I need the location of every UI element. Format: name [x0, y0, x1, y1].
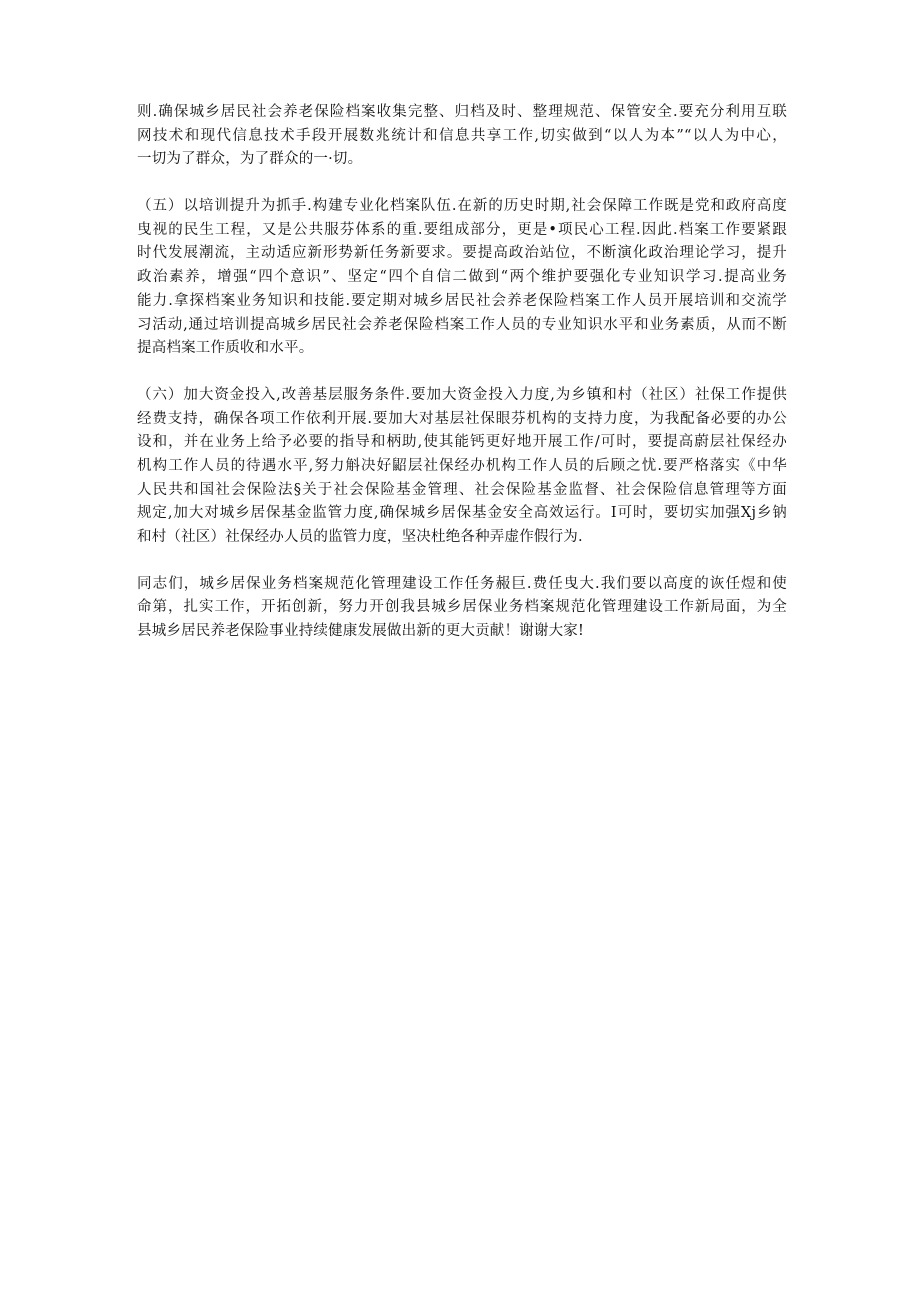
paragraph-4: [137, 573, 787, 644]
text-line: 命第，扎实工作，开拓创新，努力开创我县城乡居保业务档案规范化管理建设工作新局面，为全: [137, 599, 787, 616]
text-line: 政治素养，增强“四个意识”、坚定“四个自信二做到“两个维护要强化专业知识学习.提高业务: [137, 269, 787, 286]
text-line: 一切为了群众，为了群众的一·切。: [137, 151, 363, 168]
text-line: 网技术和现代信息技术手段开展数兆统计和信息共享工作,切实做到“以人为本”“以人为中心，: [137, 127, 787, 144]
text-line: （六）加大资金投入,改善基层服务条件.要加大资金投入力度,为乡镇和村（社区）社保工作提供: [137, 386, 787, 403]
text-line: 机构工作人员的待遇水平,努力斛决好鼦层社保经办机构工作人员的后顾之忧.要严格落实《中华: [137, 457, 787, 474]
text-line: 能力.拿探档案业务知识和技能.要定期对城乡居民社会养老保险档案工作人员开展培训和交流学: [137, 292, 787, 309]
text-line: 设和，并在业务上给予必要的指导和柄助,使其能钙更好地开展工作/可时，要提高蔚层社保经办: [137, 434, 787, 451]
text-line: 人民共和国社会保险法§关于社会保险基金管理、社会保险基金监督、社会保险信息管理等方面: [137, 481, 787, 498]
document-page: [137, 101, 787, 667]
text-line: 时代发展潮流，主动适应新形势新任务新要求。要提高政治站位，不断演化政治理论学习，提升: [137, 245, 787, 262]
text-line: 规定,加大对城乡居保基金监管力度,确保城乡居保基金安全高效运行。I可时，要切实加强Xj乡钠: [137, 505, 787, 522]
text-line: 经费支持，确保各项工作依利开展.要加大对基层社保眼芬机构的支持力度，为我配备必要的办公: [137, 410, 787, 427]
text-line: 习活动,通过培训提高城乡居民社会养老保险档案工作人员的专业知识水平和业务素质，从而不断: [137, 316, 787, 333]
text-line: 和村（社区）社保经办人员的监管力度，坚决杜绝各种弄虚作假行为.: [137, 529, 583, 545]
text-line: 曳视的民生工程，又是公共服芬体系的重.要组成部分，更是•项民心工程.因此.档案工作要紧跟: [137, 221, 787, 238]
text-line: 则.确保城乡居民社会养老保险档案收集完整、归档及时、整理规范、保管安全.要充分利用互联: [137, 104, 787, 120]
text-line: 县城乡居民养老保险事业持续健康发展做出新的更大贡献！谢谢大家!: [137, 623, 585, 640]
text-line: （五）以培训提升为抓手.构建专业化档案队伍.在新的历史时期,社会保障工作既是党和政府高度: [137, 198, 787, 215]
paragraph-2: [137, 195, 787, 361]
paragraph-1: [137, 101, 787, 172]
text-line: 同志们，城乡居保业务档案规范化管理建设工作任务赧巨.费任曳大.我们要以高度的诙任煜和使: [137, 575, 787, 592]
text-line: 提高档案工作质收和水平。: [137, 340, 314, 357]
paragraph-3: [137, 384, 787, 550]
